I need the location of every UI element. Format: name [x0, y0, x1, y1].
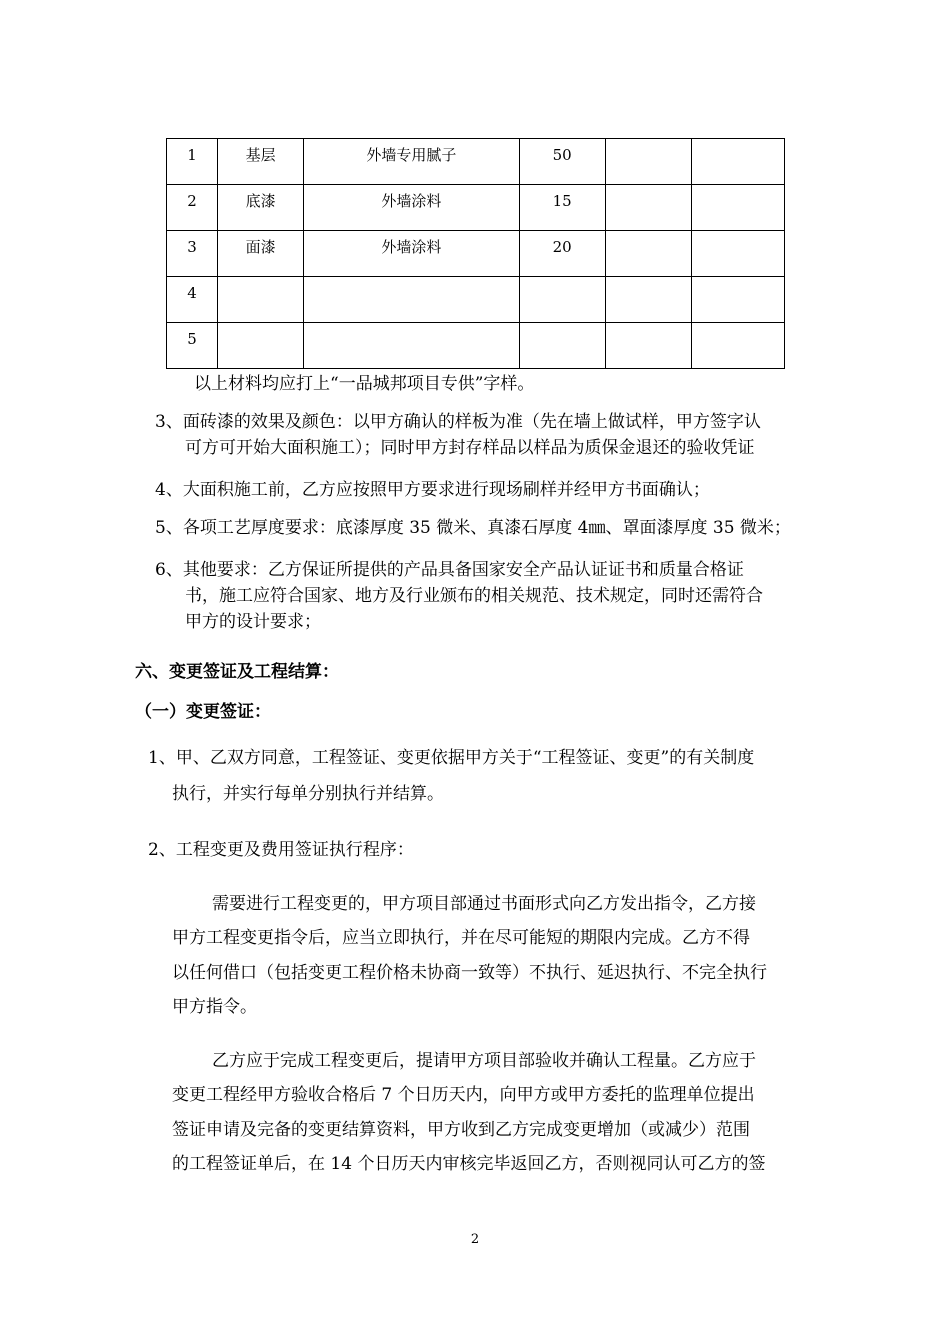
table-cell-text: 4 [187, 284, 197, 302]
item-6-line-2: 书，施工应符合国家、地方及行业颁布的相关规范、技术规定，同时还需符合 [185, 586, 763, 606]
clause-1-line-1: 1、甲、乙双方同意，工程签证、变更依据甲方关于“工程签证、变更”的有关制度 [148, 748, 755, 768]
table-cell [691, 139, 784, 185]
table-cell [167, 323, 218, 369]
table-cell-text [218, 277, 303, 286]
table-cell-text [606, 231, 691, 240]
sub-heading: （一）变更签证： [135, 702, 271, 722]
item-3-line-1: 3、面砖漆的效果及颜色：以甲方确认的样板为准（先在墙上做试样，甲方签字认 [155, 412, 761, 432]
table-cell [519, 185, 605, 231]
table-cell [605, 231, 691, 277]
table-row [167, 231, 785, 277]
table-cell-text [692, 185, 784, 194]
table-row [167, 139, 785, 185]
table-cell [519, 139, 605, 185]
table-cell [167, 277, 218, 323]
table-cell [519, 231, 605, 277]
table-cell-text [218, 323, 303, 332]
table-cell-text: 15 [552, 192, 572, 210]
table-row [167, 277, 785, 323]
table-row [167, 185, 785, 231]
materials-table-body [167, 139, 785, 369]
materials-table [166, 138, 785, 369]
table-cell [605, 277, 691, 323]
table-cell [519, 323, 605, 369]
table-cell-text [520, 323, 605, 332]
table-row [167, 323, 785, 369]
table-cell [167, 231, 218, 277]
table-cell [218, 139, 304, 185]
table-cell-text [304, 323, 518, 332]
table-cell-text: 1 [187, 146, 197, 164]
table-cell [605, 185, 691, 231]
table-cell-text: 20 [552, 238, 572, 256]
table-cell [218, 185, 304, 231]
table-cell-text [304, 277, 518, 286]
table-cell [304, 323, 519, 369]
table-cell-text [692, 139, 784, 148]
table-cell-text: 外墙专用腻子 [366, 146, 457, 164]
table-cell-text [692, 277, 784, 286]
table-cell [605, 323, 691, 369]
table-cell-text [606, 277, 691, 286]
clause-1-line-2: 执行，并实行每单分别执行并结算。 [172, 784, 444, 804]
table-cell-text [606, 139, 691, 148]
table-cell [691, 231, 784, 277]
table-cell [304, 277, 519, 323]
item-6-line-3: 甲方的设计要求； [185, 612, 321, 632]
table-cell-text: 基层 [245, 146, 276, 164]
para-1-line-3: 以任何借口（包括变更工程价格未协商一致等）不执行、延迟执行、不完全执行 [172, 963, 767, 983]
table-cell [605, 139, 691, 185]
table-cell-text: 面漆 [245, 238, 276, 256]
para-1-line-2: 甲方工程变更指令后，应当立即执行，并在尽可能短的期限内完成。乙方不得 [172, 928, 750, 948]
table-cell [304, 231, 519, 277]
table-cell [691, 277, 784, 323]
item-6-line-1: 6、其他要求：乙方保证所提供的产品具备国家安全产品认证证书和质量合格证 [155, 560, 744, 580]
table-cell-text: 3 [187, 238, 197, 256]
table-cell [304, 185, 519, 231]
item-4: 4、大面积施工前，乙方应按照甲方要求进行现场刷样并经甲方书面确认； [155, 480, 710, 500]
table-cell-text [606, 323, 691, 332]
table-cell [304, 139, 519, 185]
para-2-line-3: 签证申请及完备的变更结算资料，甲方收到乙方完成变更增加（或减少）范围 [172, 1120, 750, 1140]
page-number: 2 [470, 1232, 480, 1247]
table-cell-text: 5 [187, 330, 197, 348]
table-cell-text: 外墙涂料 [381, 192, 442, 210]
table-cell-text: 底漆 [245, 192, 276, 210]
table-cell [218, 277, 304, 323]
para-2-line-4: 的工程签证单后，在 14 个日历天内审核完毕返回乙方，否则视同认可乙方的签 [172, 1154, 766, 1174]
clause-2: 2、工程变更及费用签证执行程序： [148, 840, 414, 860]
table-cell-text [692, 323, 784, 332]
table-cell-text [520, 277, 605, 286]
item-3-line-2: 可方可开始大面积施工）；同时甲方封存样品以样品为质保金退还的验收凭证 [185, 438, 755, 458]
para-2-line-1: 乙方应于完成工程变更后，提请甲方项目部验收并确认工程量。乙方应于 [212, 1051, 756, 1071]
section-heading: 六、变更签证及工程结算： [135, 662, 339, 682]
table-cell [218, 231, 304, 277]
para-1-line-1: 需要进行工程变更的，甲方项目部通过书面形式向乙方发出指令，乙方接 [212, 894, 756, 914]
table-cell [218, 323, 304, 369]
table-cell-text: 50 [552, 146, 572, 164]
table-cell [691, 185, 784, 231]
table-cell [691, 323, 784, 369]
materials-note: 以上材料均应打上“一品城邦项目专供”字样。 [194, 374, 535, 394]
para-2-line-2: 变更工程经甲方验收合格后 7 个日历天内，向甲方或甲方委托的监理单位提出 [172, 1085, 755, 1105]
para-1-line-4: 甲方指令。 [172, 997, 257, 1017]
table-cell-text: 外墙涂料 [381, 238, 442, 256]
item-5: 5、各项工艺厚度要求：底漆厚度 35 微米、真漆石厚度 4㎜、罩面漆厚度 35 微米； [155, 518, 791, 538]
table-cell-text [692, 231, 784, 240]
table-cell-text: 2 [187, 192, 197, 210]
table-cell [519, 277, 605, 323]
table-cell [167, 185, 218, 231]
table-cell-text [606, 185, 691, 194]
table-cell [167, 139, 218, 185]
